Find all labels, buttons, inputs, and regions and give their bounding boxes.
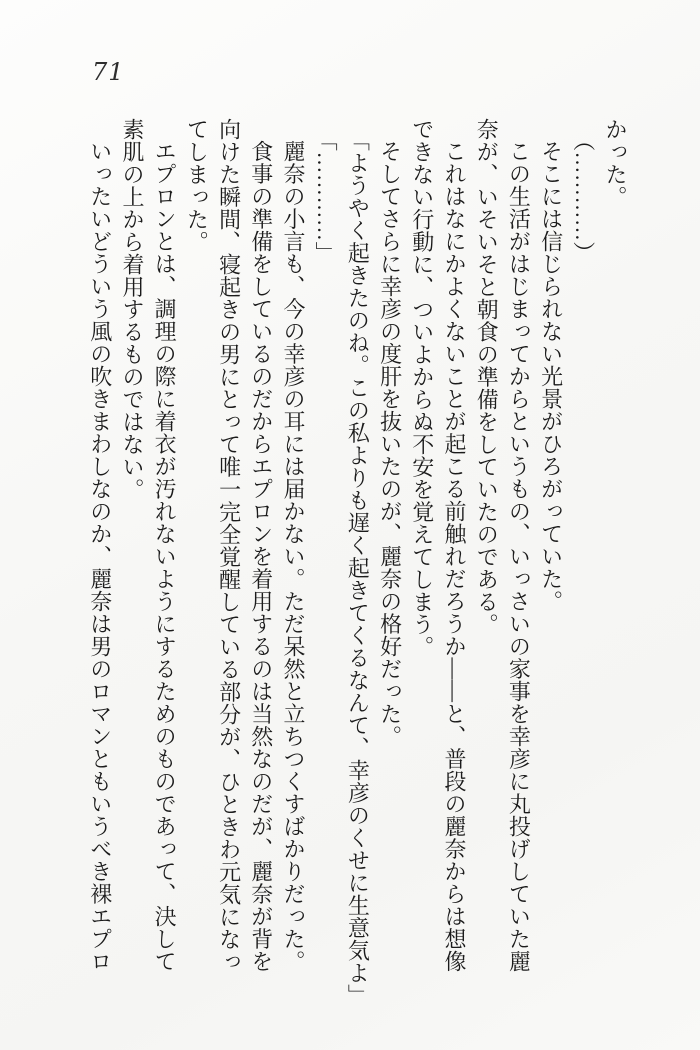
text-line: いったいどういう風の吹きまわしなのか、麗奈は男のロマンともいうべき裸エプロ [87,140,113,973]
text-line: 奈が、いそいそと朝食の準備をしていたのである。 [474,118,500,636]
text-line: かった。 [603,118,628,208]
text-line: できない行動に、ついよからぬ不安を覚えてしまう。 [409,118,435,658]
text-line: 麗奈の小言も、今の幸彦の耳には届かない。ただ呆然と立ちつくすばかりだった。 [280,140,306,973]
text-line: てしまった。 [184,118,210,253]
text-line: エプロンとは、調理の際に着衣が汚れないようにするためのものであって、決して [152,140,178,973]
text-line: 「…………」 [313,129,339,264]
page-number: 71 [92,58,125,86]
text-line: 向けた瞬間、寝起きの男にとって唯一完全覚醒している部分が、ひときわ元気になっ [216,118,242,973]
text-line: この生活がはじまってからというもの、いっさいの家事を幸彦に丸投げしていた麗 [506,140,532,973]
text-line: 「ようやく起きたのね。この私よりも遅く起きてくるなんて、幸彦のくせに生意気よ」 [345,129,371,1007]
text-line: （…………） [570,129,596,264]
text-line: 食事の準備をしているのだからエプロンを着用するのは当然なのだが、麗奈が背を [248,140,274,973]
text-line: これはなにかよくないことが起こる前触れだろうか――と、普段の麗奈からは想像 [441,140,467,973]
text-line: そこには信じられない光景がひろがっていた。 [538,140,564,613]
text-line: そしてさらに幸彦の度肝を抜いたのが、麗奈の格好だった。 [377,140,403,748]
text-line: 素肌の上から着用するものではない。 [119,118,145,501]
page-text-block [84,118,631,1007]
